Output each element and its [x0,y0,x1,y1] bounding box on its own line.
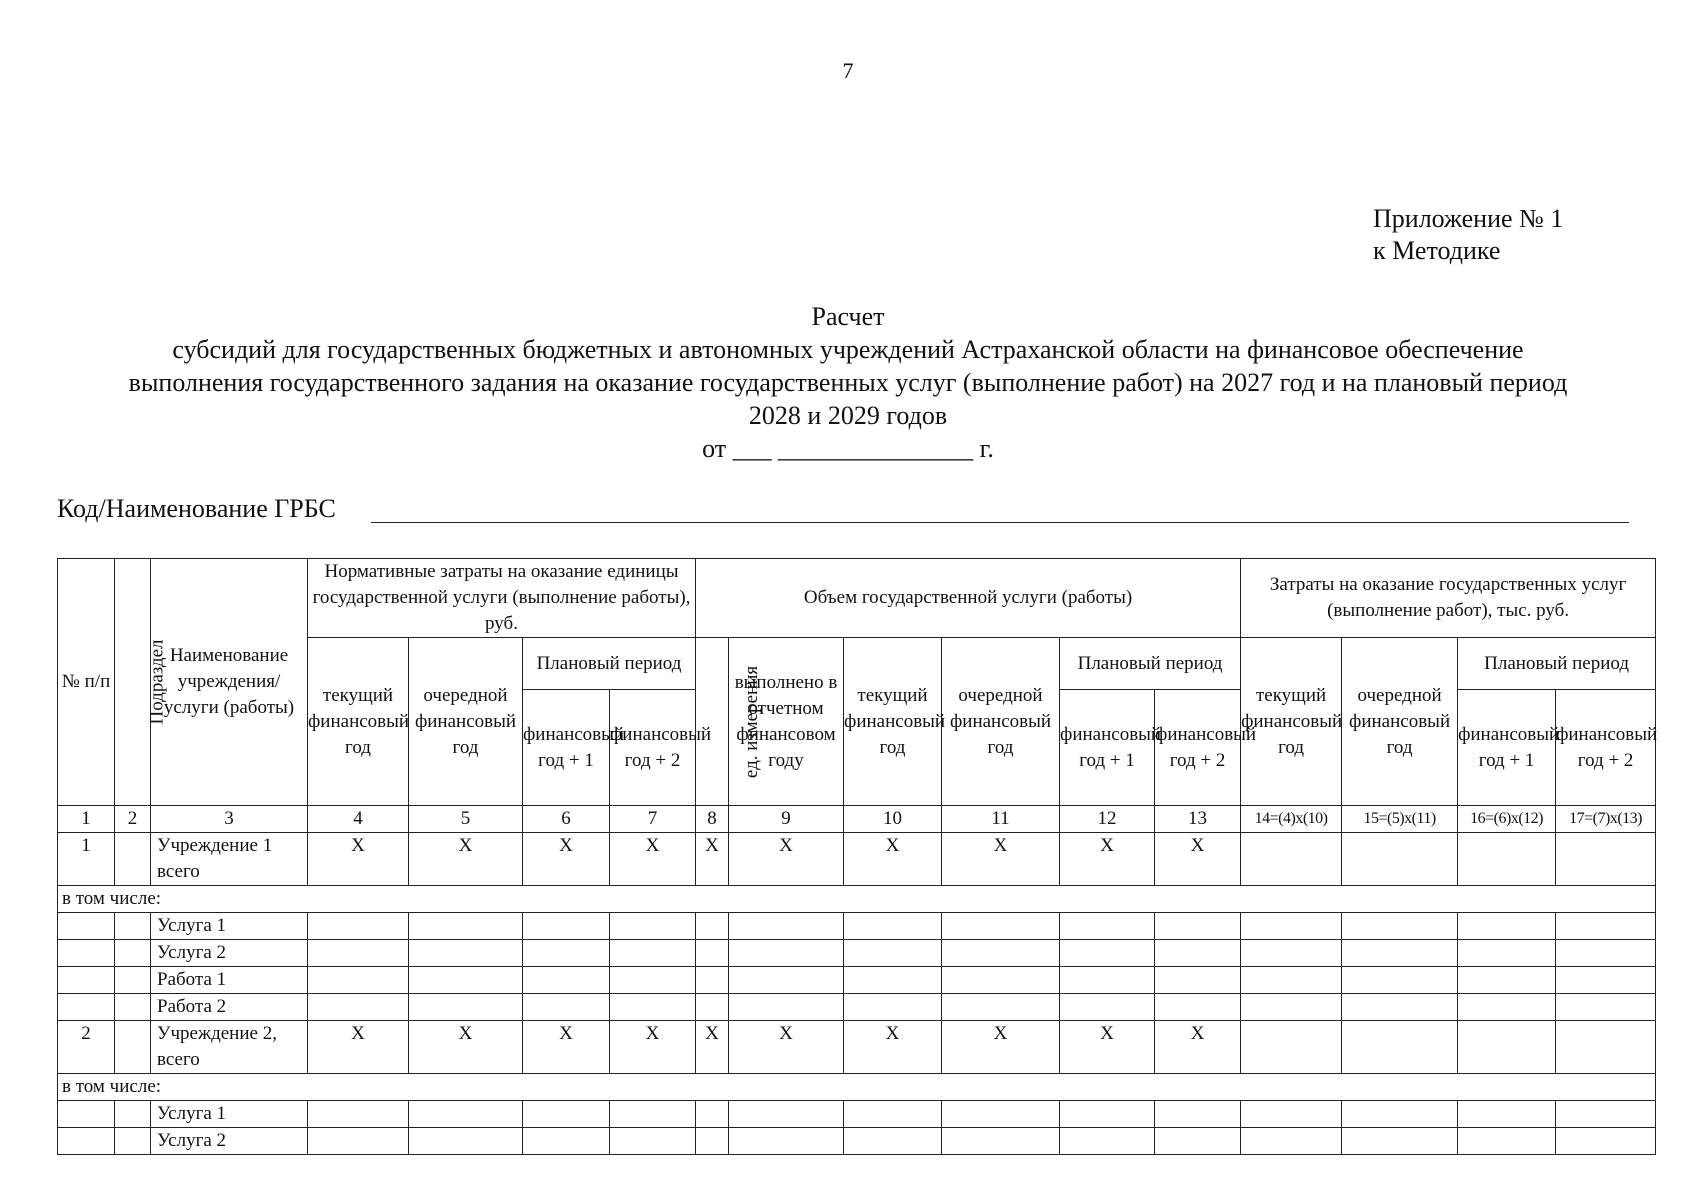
col-index: 10 [844,806,942,833]
institution-row [58,833,1656,886]
x-mark: Х [844,1021,942,1074]
header-service-costs: Затраты на оказание государственных услуг (выполнение работ), тыс. руб. [1241,559,1656,638]
row-subsection [115,833,151,886]
header-normative-planned: Плановый период [523,638,696,690]
header-normative-current: текущий финансовый год [308,638,409,806]
item-row [58,994,1656,1021]
x-mark: Х [409,1021,523,1074]
header-volume-next: очередной финансовый год [942,638,1060,806]
cost-cell [1241,833,1342,886]
title-line3: 2028 и 2029 годов [748,401,948,430]
title-line2: выполнения государственного задания на оказание государственных услуг (выполнение работ) на 2027 год и на плановый период [128,368,1568,397]
x-mark: Х [308,1021,409,1074]
item-name: Услуга 1 [151,1101,308,1128]
x-mark: Х [729,1021,844,1074]
item-name: Услуга 2 [151,940,308,967]
row-name: Учреждение 1 всего [151,833,308,886]
item-row [58,940,1656,967]
header-volume-current: текущий финансовый год [844,638,942,806]
appendix-note [1373,203,1563,267]
col-index: 4 [308,806,409,833]
col-index: 7 [610,806,696,833]
x-mark: Х [942,833,1060,886]
grbs-label: Код/Наименование ГРБС [57,494,336,523]
header-unit-label: ед. измерения [741,665,763,778]
x-mark: Х [409,833,523,886]
header-volume-reported: выполнено в отчетном финансовом году [729,638,844,806]
header-volume-planned: Плановый период [1060,638,1241,690]
including-row [58,1074,1656,1101]
x-mark: Х [1155,1021,1241,1074]
item-row [58,1101,1656,1128]
x-mark: Х [1060,833,1155,886]
header-subsection-label: Подраздел [146,639,168,725]
col-index: 12 [1060,806,1155,833]
x-mark: Х [844,833,942,886]
col-index-formula: 14=(4)x(10) [1241,806,1342,833]
cost-cell [1342,1021,1458,1074]
cost-cell [1556,833,1656,886]
x-mark: Х [729,833,844,886]
x-mark: Х [942,1021,1060,1074]
x-mark: Х [523,833,610,886]
row-number: 1 [58,833,115,886]
title-line1: субсидий для государственных бюджетных и автономных учреждений Астраханской области на финансовое обеспечение [172,335,1524,364]
header-service-volume: Объем государственной услуги (работы) [696,559,1241,638]
col-index: 3 [151,806,308,833]
x-mark: Х [308,833,409,886]
header-costs-next: очередной финансовый год [1342,638,1458,806]
row-number: 2 [58,1021,115,1074]
header-subsection [115,559,168,806]
title-date-line: от ___ _______________ г. [702,434,994,463]
col-index: 1 [58,806,115,833]
item-name: Услуга 2 [151,1128,308,1155]
item-name: Услуга 1 [151,913,308,940]
header-costs-plus1: финансовый год + 1 [1458,690,1556,806]
header-name: Наименование учреждения/ услуги (работы) [151,559,308,806]
document-title [40,300,1656,465]
including-label: в том числе: [58,886,1656,913]
col-index-formula: 17=(7)x(13) [1556,806,1656,833]
col-index: 11 [942,806,1060,833]
header-costs-planned: Плановый период [1458,638,1656,690]
col-index: 9 [729,806,844,833]
item-row [58,1128,1656,1155]
col-index: 5 [409,806,523,833]
col-index: 8 [696,806,729,833]
cost-cell [1458,833,1556,886]
header-volume-plus1: финансовый год + 1 [1060,690,1155,806]
col-index: 13 [1155,806,1241,833]
header-normative-plus2: финансовый год + 2 [610,690,696,806]
page-number: 7 [842,58,854,83]
header-normative-next: очередной финансовый год [409,638,523,806]
appendix-line2: к Методике [1373,236,1501,265]
appendix-line1: Приложение № 1 [1373,204,1564,233]
x-mark: Х [1155,833,1241,886]
x-mark: Х [696,1021,729,1074]
x-mark: Х [523,1021,610,1074]
item-name: Работа 1 [151,967,308,994]
cost-cell [1458,1021,1556,1074]
cost-cell [1342,833,1458,886]
header-costs-current: текущий финансовый год [1241,638,1342,806]
col-index-formula: 15=(5)x(11) [1342,806,1458,833]
cost-cell [1556,1021,1656,1074]
x-mark: Х [1060,1021,1155,1074]
grbs-fill-line [371,522,1629,523]
row-name: Учреждение 2, всего [151,1021,308,1074]
title-heading: Расчет [811,302,885,331]
col-index: 6 [523,806,610,833]
item-row [58,967,1656,994]
column-index-row [58,806,1656,833]
x-mark: Х [610,833,696,886]
header-number: № п/п [58,559,115,806]
col-index: 2 [115,806,151,833]
header-normative-costs: Нормативные затраты на оказание единицы государственной услуги (выполнение работы), руб. [308,559,696,638]
including-label: в том числе: [58,1074,1656,1101]
institution-row [58,1021,1656,1074]
x-mark: Х [696,833,729,886]
header-volume-plus2: финансовый год + 2 [1155,690,1241,806]
col-index-formula: 16=(6)x(12) [1458,806,1556,833]
item-row [58,913,1656,940]
including-row [58,886,1656,913]
item-name: Работа 2 [151,994,308,1021]
header-costs-plus2: финансовый год + 2 [1556,690,1656,806]
header-unit [696,638,763,806]
cost-cell [1241,1021,1342,1074]
row-subsection [115,1021,151,1074]
subsidy-table [57,558,1656,1155]
x-mark: Х [610,1021,696,1074]
header-normative-plus1: финансовый год + 1 [523,690,610,806]
